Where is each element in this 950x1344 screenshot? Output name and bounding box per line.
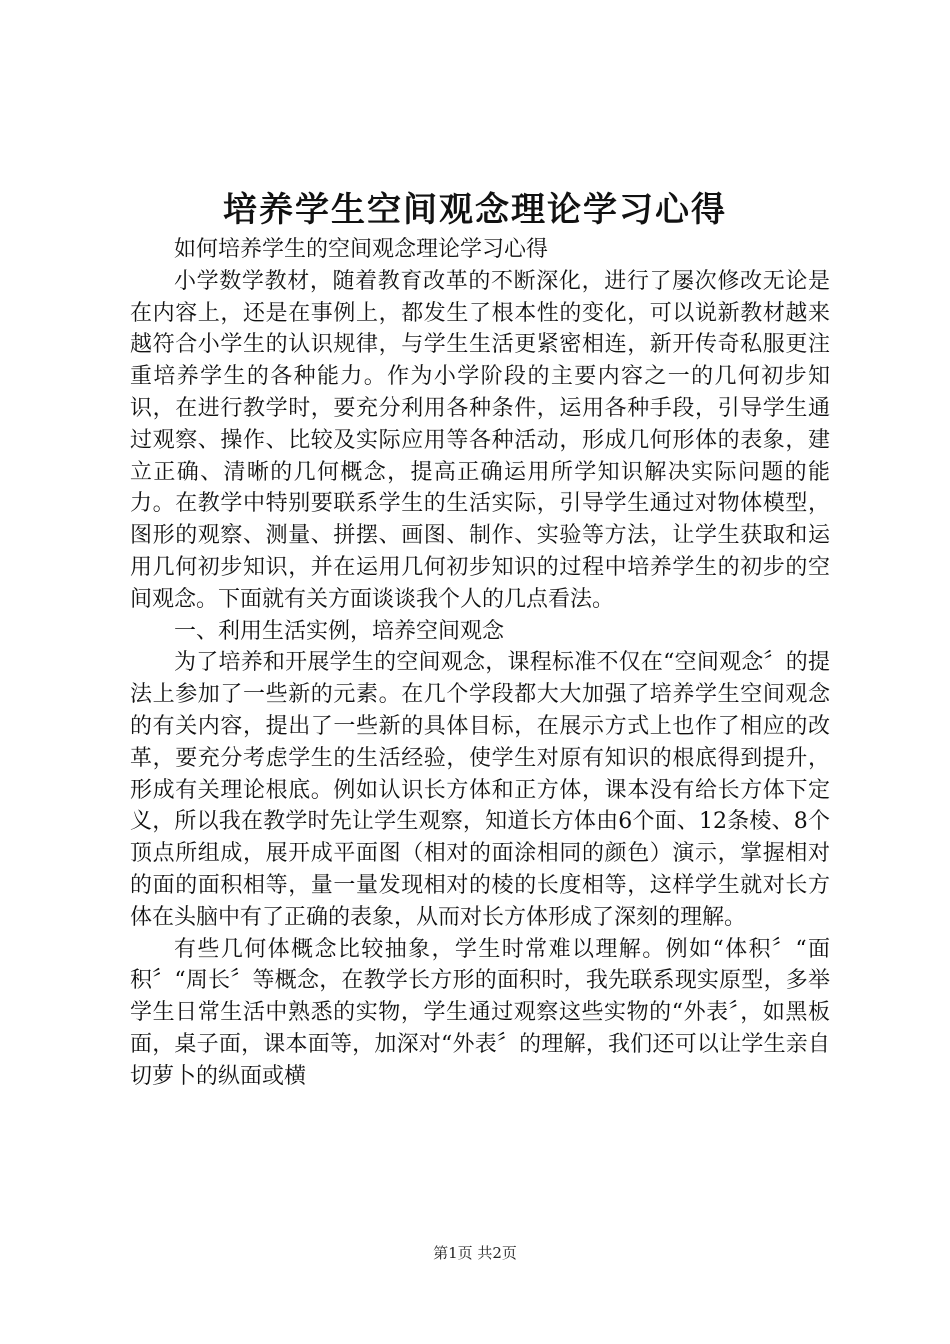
section-heading: 一、利用生活实例，培养空间观念 (174, 618, 505, 644)
document-title: 培养学生空间观念理论学习心得 (223, 190, 727, 230)
body-paragraph: 为了培养和开展学生的空间观念，课程标准不仅在“空间观念〞的提法上参加了一些新的元素。在几个学段都大大加强了培养学生空间观念的有关内容，提出了一些新的具体目标，在展示方式上也作了相应的改革，要充分考虑学生的生活经验，使学生对原有知识的根底得到提升，形成有关理论根底。例如认识长方体和正方体，课本没有给长方体下定义，所以我在教学时先让学生观察，知道长方体由6个面、12条棱、8个顶点所组成，展开成平面图（相对的面涂相同的颜色）演示，掌握相对的面的面积相等，量一量发现相对的棱的长度相等，这样学生就对长方体在头脑中有了正确的表象，从而对长方体形成了深刻的理解。 (130, 650, 830, 930)
subtitle-paragraph: 如何培养学生的空间观念理论学习心得 (174, 237, 549, 262)
page-footer: 第1页 共2页 (433, 1244, 517, 1262)
document-body (130, 234, 830, 1093)
body-paragraph: 有些几何体概念比较抽象，学生时常难以理解。例如“体积〞“面积〞“周长〞等概念，在教学长方形的面积时，我先联系现实原型，多举学生日常生活中熟悉的实物，学生通过观察这些实物的“外表〞，如黑板面，桌子面，课本面等，加深对“外表〞的理解，我们还可以让学生亲自切萝卜的纵面或横 (130, 936, 830, 1089)
intro-paragraph: 小学数学教材，随着教育改革的不断深化，进行了屡次修改无论是在内容上，还是在事例上，都发生了根本性的变化，可以说新教材越来越符合小学生的认识规律，与学生生活更紧密相连，新开传奇私服更注重培养学生的各种能力。作为小学阶段的主要内容之一的几何初步知识，在进行教学时，要充分利用各种条件，运用各种手段，引导学生通过观察、操作、比较及实际应用等各种活动，形成几何形体的表象，建立正确、清晰的几何概念，提高正确运用所学知识解决实际问题的能力。在教学中特别要联系学生的生活实际，引导学生通过对物体模型，图形的观察、测量、拼摆、画图、制作、实验等方法，让学生获取和运用几何初步知识，并在运用几何初步知识的过程中培养学生的初步的空间观念。下面就有关方面谈谈我个人的几点看法。 (130, 268, 830, 612)
